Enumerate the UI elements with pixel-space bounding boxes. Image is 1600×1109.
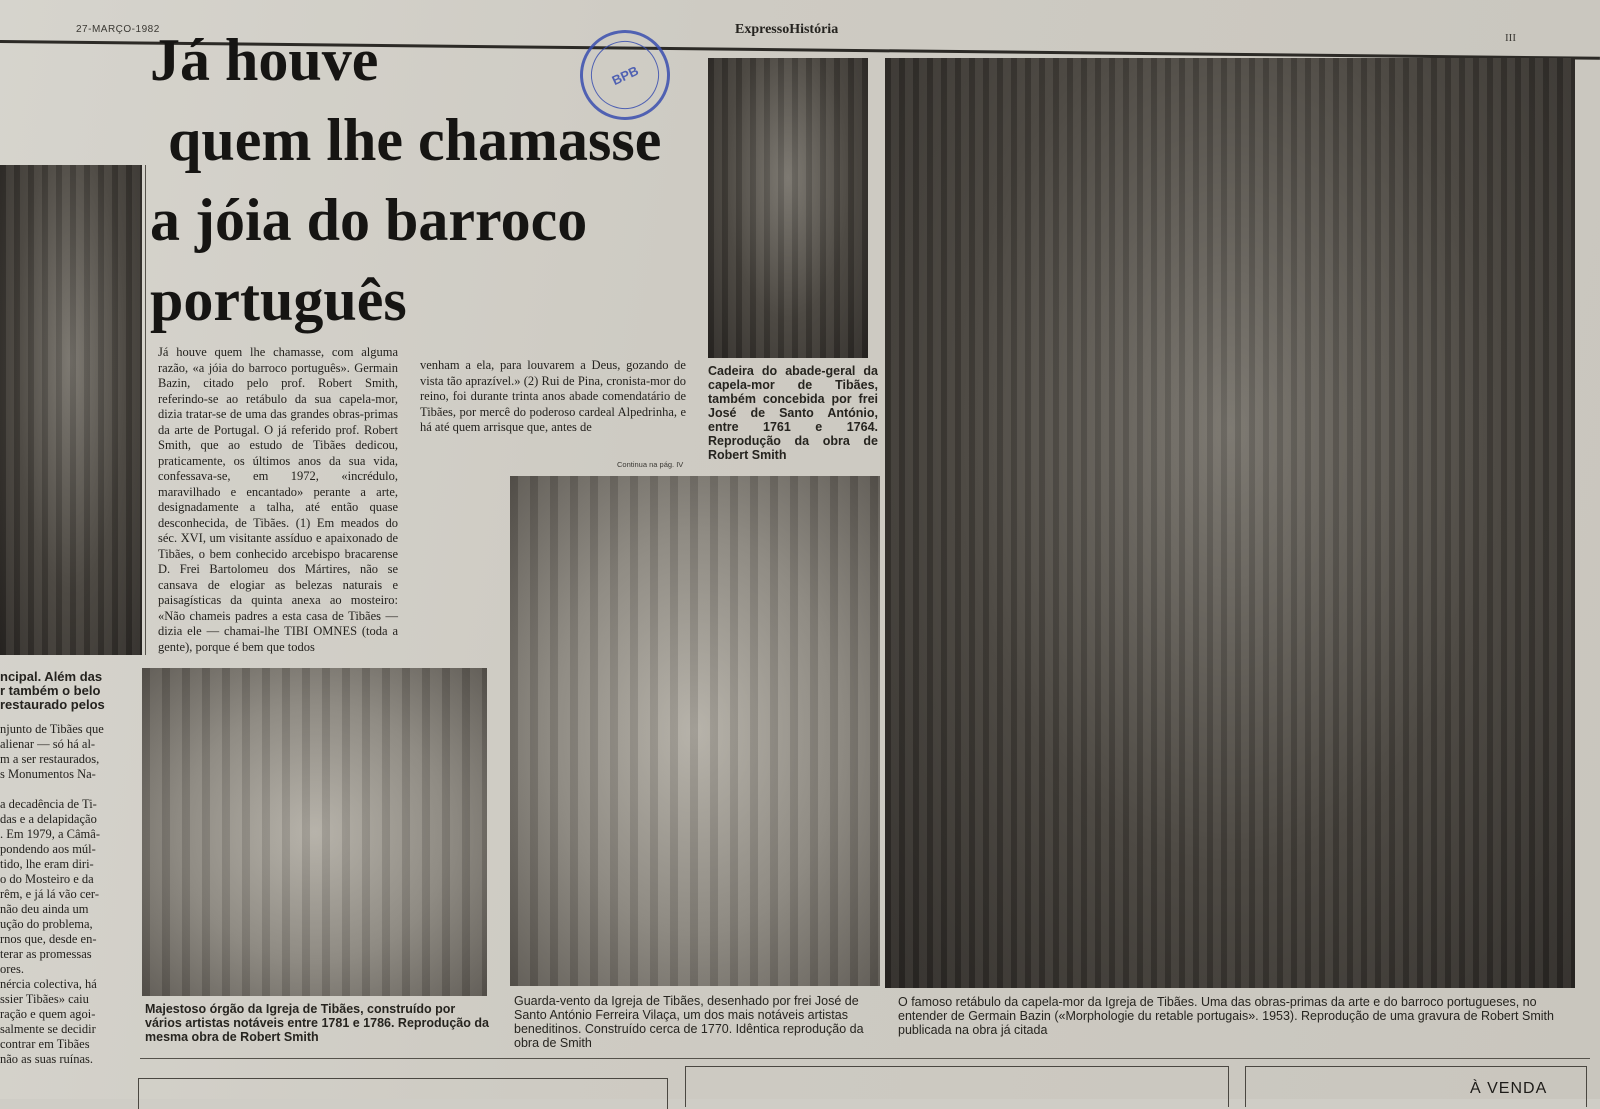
- page-number: III: [1505, 32, 1516, 44]
- article-column-1: Já houve quem lhe chamasse, com alguma razão, «a jóia do barroco português». Germain Bazin, citado pelo prof. Robert Smith, referindo-se ao retábulo da sua capela-mor, dizia tratar-se de uma das grandes obras-primas da arte de Portugal. O já referido prof. Robert Smith, que ao estudo de Tibães dedicou, praticamente, os últimos anos da sua vida, confessava-se, em 1972, «incrédulo, maravilhado e encantado» perante a arte, designadamente a talha, até então quase desconhecida, de Tibães. (1) Em meados do séc. XVI, um visitante assíduo e apaixonado de Tibães, o bem conhecido arcebispo bracarense D. Frei Bartolomeu dos Mártires, não se cansava de elogiar as belezas naturais e paisagísticas da quinta anexa ao mosteiro: «Não chameis padres a esta casa de Tibães — dizia ele — chamai-lhe TIBI OMNES (toda a gente), porque é bem que todos: [158, 345, 398, 654]
- headline: [150, 27, 670, 350]
- abbot-chair-photo: [708, 58, 868, 358]
- left-caption: ncipal. Além das r também o belo restaurado pelos: [0, 669, 105, 712]
- section-title: ExpressoHistória: [735, 22, 839, 37]
- column-rule: [145, 165, 146, 655]
- stamp-text: BPB: [609, 62, 641, 88]
- continues-note: Continua na pág. IV: [617, 460, 684, 469]
- bottom-box-1: [138, 1078, 668, 1109]
- organ-caption: Majestoso órgão da Igreja de Tibães, construído por vários artistas notáveis entre 1781 e 1786. Reprodução da mesma obra de Robert Smith: [145, 1002, 489, 1044]
- header-date: 27-MARÇO-1982: [76, 24, 160, 35]
- left-column-text: njunto de Tibães que alienar — só há al- m a ser restaurados, s Monumentos Na- a decadência de Ti- das e a delapidação . Em 1979, a Câmâ- pondendo aos múl- tido, lhe eram diri- o do Mosteiro e da rêm, e já lá vão cer- não deu ainda um ução do problema, rnos que, desde en- terar as promessas ores. nércia colectiva, há ssier Tibães» caiu ração e quem agoi- salmente se decidir contrar em Tibães não as suas ruínas.: [0, 722, 104, 1066]
- guarda-vento-photo: [510, 476, 880, 986]
- bottom-box-2: [685, 1066, 1229, 1107]
- for-sale-label: À VENDA: [1470, 1080, 1548, 1097]
- retabulo-caption: O famoso retábulo da capela-mor da Igreja de Tibães. Uma das obras-primas da arte e do barroco portugueses, no entender de Germain Bazin («Morphologie du retable portugais». 1953). Reprodução de uma gravura de Robert Smith publicada na obra já citada: [898, 995, 1554, 1037]
- retabulo-photo: [885, 58, 1575, 988]
- guarda-vento-caption: Guarda-vento da Igreja de Tibães, desenhado por frei José de Santo António Ferreira Vilaça, um dos mais notáveis artistas beneditinos. Construído cerca de 1770. Idêntica reprodução da obra de Smith: [514, 994, 864, 1050]
- headline-line-1: Já houve: [150, 27, 379, 93]
- headline-line-3: a jóia do barroco: [150, 187, 588, 253]
- article-column-2: venham a ela, para louvarem a Deus, gozando de vista tão aprazível.» (2) Rui de Pina, cronista-mor do reino, foi durante trinta anos abade comendatário de Tibães, por mercê do poderoso cardeal Alpedrinha, e há até quem arrisque que, antes de: [420, 358, 686, 434]
- cloister-photo: [0, 165, 142, 655]
- headline-line-2: quem lhe chamasse: [168, 107, 662, 173]
- chair-caption: Cadeira do abade-geral da capela-mor de Tibães, também concebida por frei José de Santo António, entre 1761 e 1764. Reprodução da obra de Robert Smith: [708, 364, 878, 462]
- headline-line-4: português: [150, 267, 407, 333]
- bottom-rule: [140, 1058, 1590, 1059]
- organ-photo: [142, 668, 487, 996]
